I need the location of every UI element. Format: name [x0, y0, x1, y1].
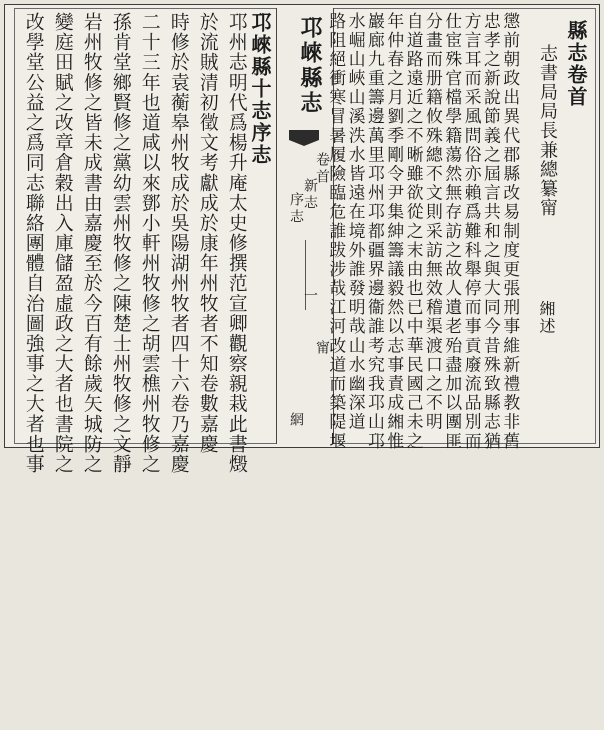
- gutter-section: 卷首: [314, 152, 330, 186]
- left-line-6: 岩州牧修之皆未成書由嘉慶至於今百有餘歲矢城防之: [80, 12, 102, 475]
- editor-credit: 志書局局長兼總纂甯: [537, 44, 558, 218]
- right-line-6: 自道路遠近之不晰雖欲從之末由也已中華民國己未之: [404, 12, 425, 452]
- editor-name: 緗述: [537, 300, 556, 335]
- left-line-3: 時修於袁蘅皋州牧成於吳陽湖州牧者四十六卷乃嘉慶: [167, 12, 189, 475]
- left-page-title: 邛崍縣十志序志: [248, 12, 272, 166]
- gutter-title: 邛崍縣志: [297, 16, 323, 116]
- gutter-bottom: 網: [288, 412, 304, 429]
- right-line-2: 忠孝之新說節義之屆言共和之與大同今昔殊致縣志猶: [481, 12, 502, 452]
- left-line-7: 變庭田賦之改章倉穀出入庫儲盈虛政之大者也書院之: [51, 12, 73, 475]
- right-line-10: 路阻絕衝寒冒暑履險臨危誰跋涉哉江河改道而築隄堰: [326, 12, 347, 452]
- left-line-1: 邛州志明代爲楊升庵太史修撰范宣卿觀察親栽此書燬: [225, 12, 247, 475]
- fishtail-mark: [289, 130, 319, 140]
- gutter-page-number: 一: [302, 288, 318, 305]
- right-line-4: 仕宦殊官檔學籍蕩然無存訪之故人遺老殆盡加以團匪: [442, 12, 463, 452]
- right-line-7: 年仲春之月劉季剛令尹集紳籌議毅然以志事責成緗惟: [384, 12, 405, 452]
- right-line-1: 懲前朝政出異代郡縣改易制度更張刑事維新禮教非舊: [500, 12, 521, 452]
- left-line-8: 改學堂公益之爲同志聯絡團體自治圖強事之大者也事: [22, 12, 44, 475]
- left-line-2: 於流賊清初徵文考獻成於康年州牧者不知卷數嘉慶: [196, 12, 218, 454]
- left-line-5: 孫肯堂鄉賢修之黨幼雲州牧修之陳楚士州牧修之文靜: [109, 12, 131, 475]
- right-line-5: 分畫而册籍攸殊總不文則采訪無效稽渠渡口之不明: [423, 12, 444, 432]
- right-line-9: 水崛山峽山溪泆水皆遠在境外誰發明哉山水幽深道: [346, 12, 367, 432]
- right-page-header: 縣志卷首: [564, 20, 588, 108]
- gutter-sub-b: 序志: [288, 192, 304, 226]
- gutter-sub-a: 新志: [302, 178, 318, 212]
- left-line-4: 二十三年也道咸以來鄧小軒州牧修之胡雲樵州牧修之: [138, 12, 160, 475]
- right-line-3: 方言耳而采風問俗亦賴爲難科舉停而事貢廢流品別而: [462, 12, 483, 452]
- right-line-8: 巖廊九重籌邊萬里邛州邛都疆界邊衞誰考究我邛山邛: [365, 12, 386, 452]
- gutter-studio: 甯: [314, 340, 330, 357]
